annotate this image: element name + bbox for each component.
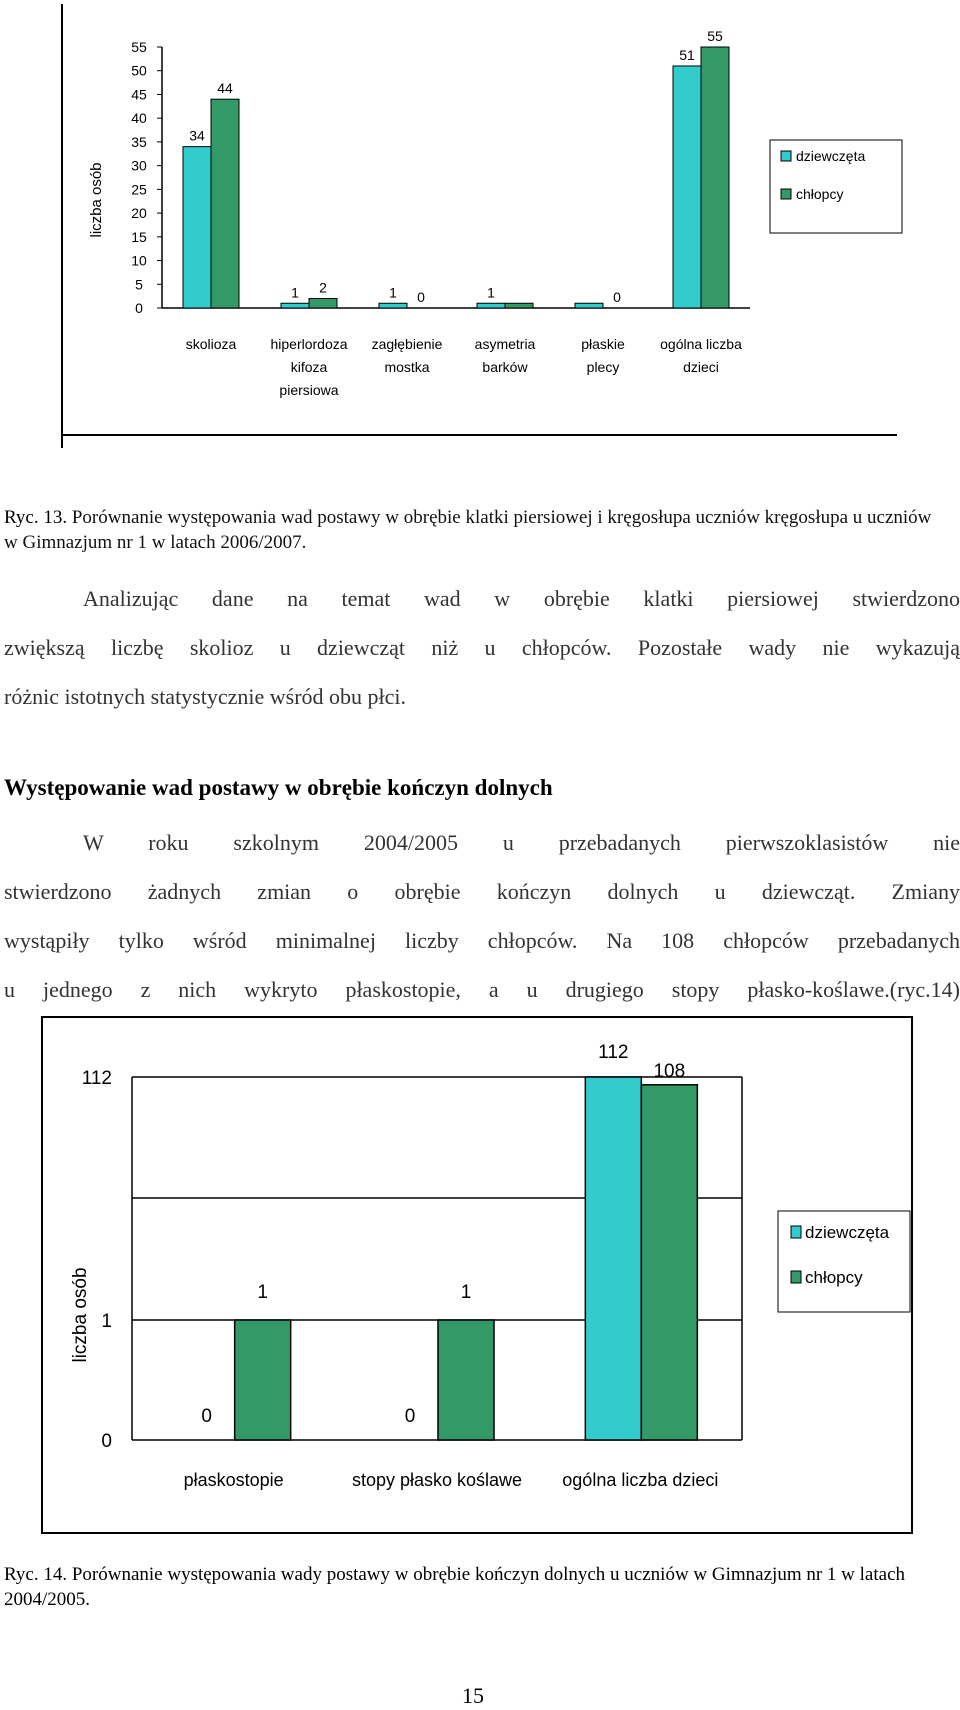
bar-chłopcy	[641, 1085, 697, 1440]
category-label: płaskie	[581, 336, 625, 352]
data-label: 1	[257, 1282, 268, 1303]
category-label: ogólna liczba dzieci	[562, 1470, 719, 1490]
data-label: 55	[707, 28, 723, 44]
legend-swatch	[791, 1271, 801, 1283]
legend-label: dziewczęta	[796, 148, 866, 164]
text-run: zwiększą liczbę skolioz u dziewcząt niż u chłopców. Pozostałe wady nie wykazują	[4, 635, 960, 660]
category-label: kifoza	[290, 359, 328, 375]
text-run: stwierdzono żadnych zmian o obrębie kończyn dolnych u dziewcząt. Zmiany	[4, 879, 960, 904]
category-label: asymetria	[474, 336, 536, 352]
data-label: 1	[487, 284, 495, 301]
text-run: różnic istotnych statystycznie wśród obu płci.	[4, 684, 407, 709]
y-tick-label: 35	[131, 133, 147, 150]
legend-label: chłopcy	[805, 1268, 863, 1287]
y-tick-label: 40	[131, 110, 147, 127]
y-tick-label: 25	[131, 181, 147, 198]
category-label: płaskostopie	[183, 1470, 284, 1490]
text-run: Analizując dane na temat wad w obrębie klatki piersiowej stwierdzono	[83, 586, 960, 611]
category-label: ogólna liczba	[660, 336, 742, 352]
bar-chłopcy	[438, 1320, 494, 1440]
y-tick-label: 10	[131, 252, 147, 269]
y-tick-label: 55	[131, 39, 147, 55]
y-axis-label: liczba osób	[70, 1267, 91, 1363]
data-label: 0	[613, 289, 621, 305]
category-label: stopy płasko koślawe	[351, 1470, 523, 1490]
legend-label: chłopcy	[796, 186, 844, 202]
y-tick-label: 0	[135, 300, 143, 316]
data-label: 1	[389, 284, 397, 301]
bar-chłopcy	[235, 1320, 291, 1440]
data-label: 34	[189, 127, 205, 144]
section-heading: Występowanie wad postawy w obrębie kończyn dolnych	[4, 775, 553, 800]
category-label: mostka	[384, 359, 430, 375]
figure-14-caption: Ryc. 14. Porównanie występowania wady postawy w obrębie kończyn dolnych u uczniów w Gimnazjum nr 1 w latach 2004/2005.	[4, 1564, 905, 1610]
text-run: wystąpiły tylko wśród minimalnej liczby chłopców. Na 108 chłopców przebadanych	[4, 928, 960, 953]
y-tick-label: 5	[135, 276, 143, 293]
bar-dziewczęta	[585, 1077, 641, 1440]
y-tick-label: 20	[131, 205, 147, 222]
data-label: 112	[598, 1042, 629, 1063]
data-label: 2	[319, 279, 327, 296]
data-label: 44	[217, 80, 233, 97]
category-label: zagłębienie	[371, 336, 443, 352]
data-label: 0	[417, 289, 425, 305]
category-label: plecy	[586, 359, 620, 375]
y-axis-label: liczba osób	[88, 162, 105, 238]
y-tick-label: 1	[101, 1311, 112, 1332]
category-label: skolioza	[185, 336, 237, 352]
legend-label: dziewczęta	[805, 1223, 890, 1242]
page-number: 15	[462, 1683, 484, 1708]
data-label: 0	[201, 1406, 212, 1427]
legend-swatch	[791, 1226, 801, 1238]
y-tick-label: 15	[131, 228, 147, 245]
caption-text: Porównanie występowania wad postawy w obrębie klatki piersiowej i kręgosłupa uczniów kręgosłupa u uczniów w Gimnazjum nr 1 w latach 2006/2007.	[4, 507, 932, 553]
category-label: piersiowa	[279, 382, 339, 398]
caption-prefix: Ryc. 13.	[4, 507, 68, 528]
data-label: 1	[460, 1282, 472, 1303]
text-run: W roku szkolnym 2004/2005 u przebadanych pierwszoklasistów nie	[83, 830, 960, 855]
data-label: 0	[404, 1406, 416, 1427]
data-label: 51	[679, 46, 695, 63]
category-label: hiperlordoza	[270, 336, 348, 352]
y-tick-label: 112	[81, 1068, 112, 1089]
data-label: 1	[291, 284, 299, 301]
y-tick-label: 30	[131, 157, 147, 174]
text-run: u jednego z nich wykryto płaskostopie, a u drugiego stopy płasko-koślawe.(ryc.14)	[4, 977, 960, 1002]
data-label: 108	[653, 1060, 686, 1082]
category-label: dzieci	[683, 359, 719, 375]
y-tick-label: 0	[101, 1431, 112, 1452]
y-tick-label: 45	[131, 86, 147, 103]
category-label: barków	[482, 359, 528, 375]
y-tick-label: 50	[131, 62, 147, 79]
